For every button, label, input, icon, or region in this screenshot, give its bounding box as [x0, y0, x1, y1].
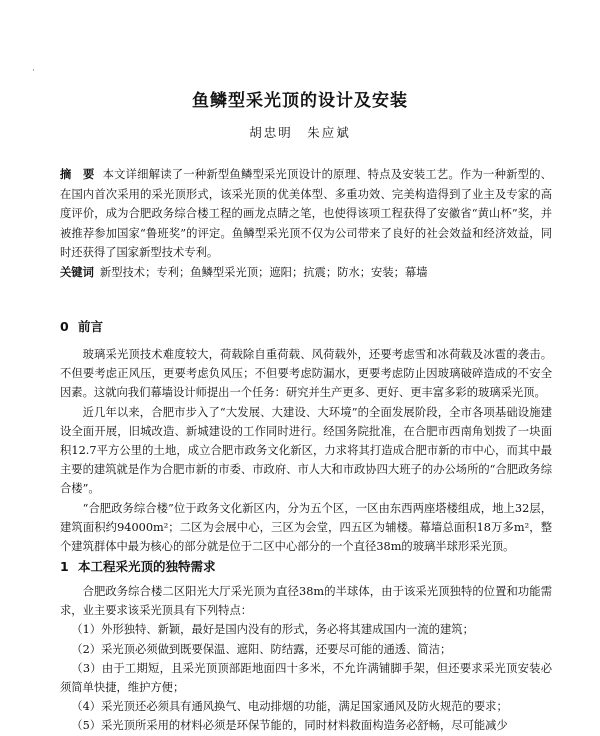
- section-heading-0: [60, 317, 103, 335]
- section-title: 前言: [78, 319, 104, 334]
- paper-title: 鱼鳞型采光顶的设计及安装: [192, 91, 408, 111]
- margin-mark: ·: [32, 66, 35, 76]
- paragraph: 合肥政务综合楼二区阳光大厅采光顶为直径38m的半球体，由于该采光顶独特的位置和功能需求，业主要求该采光顶具有下列特点：: [60, 585, 552, 618]
- list-item: （3）由于工期短，且采光顶顶部距地面四十多米，不允许满铺脚手架，但还要求采光顶安装必须简单快捷，维护方便；: [60, 661, 552, 695]
- paragraph: 玻璃采光顶技术难度较大，荷载除自重荷载、风荷载外，还要考虑雪和冰荷载及冰雹的袭击。不但要考虑正风压，更要考虑负风压；不但要考虑防漏水，更要考虑防止因玻璃破碎造成的不安全因素。这就向我们幕墙设计师提出一个任务：研究并生产更多、更好、更丰富多彩的玻璃采光顶。: [60, 348, 552, 400]
- section-1-body: [60, 582, 552, 736]
- paragraph: 近几年以来，合肥市步入了“大发展、大建设、大环境”的全面发展阶段，全市各项基础设施建设全面开展，旧城改造、新城建设的工作同时进行。经国务院批准，在合肥市西南角划拨了一块面积12.7平方公里的土地，成立合肥市政务文化新区，力求将其打造成合肥市新的市中心，而其中最主要的建筑就是作为合肥市新的市委、市政府、市人大和市政协四大班子的办公场所的“合肥政务综合楼”。: [60, 405, 552, 496]
- section-number: 1: [60, 559, 69, 574]
- paragraph: “合肥政务综合楼”位于政务文化新区内，分为五个区，一区由东西两座塔楼组成，地上32层，建筑面积约94000m²；二区为会展中心，三区为会堂，四五区为辅楼。幕墙总面积18万多m²，整个建筑群体中最为核心的部分就是位于二区中心部分的一个直径38m的玻璃半球形采光顶。: [60, 501, 552, 554]
- keywords-label: 关键词: [60, 266, 94, 279]
- section-number: 0: [60, 319, 69, 334]
- keywords: [60, 263, 552, 282]
- paper-authors: 胡忠明 朱应斌: [249, 125, 351, 140]
- list-item: （2）采光顶必须做到既要保温、遮阳、防结露，还要尽可能的通透、简洁；: [71, 642, 452, 656]
- abstract-text: 本文详细解读了一种新型鱼鳞型采光顶设计的原理、特点及安装工艺。作为一种新型的、在国内首次采用的采光顶形式，该采光顶的优美体型、多重功效、完美构造得到了业主及专家的高度评价，成为合肥政务综合楼工程的画龙点睛之笔，也使得该项工程获得了安徽省“黄山杯”奖，并被推荐参加国家“鲁班奖”的评定。鱼鳞型采光顶不仅为公司带来了良好的社会效益和经济效益，同时还获得了国家新型技术专利。: [60, 168, 552, 260]
- abstract: [60, 165, 552, 263]
- section-0-body: [60, 345, 552, 556]
- abstract-label: 摘 要: [60, 168, 95, 181]
- list-item: （5）采光顶所采用的材料必须是环保节能的，同时材料救面构造务必舒畅，尽可能减少: [71, 719, 508, 733]
- section-heading-1: [60, 557, 216, 575]
- list-item: （1）外形独特、新颖，最好是国内没有的形式，务必将其建成国内一流的建筑；: [71, 623, 474, 637]
- keywords-text: 新型技术；专利；鱼鳞型采光顶；遮阳；抗震；防水；安装；幕墙: [99, 266, 428, 279]
- section-title: 本工程采光顶的独特需求: [78, 559, 216, 574]
- list-item: （4）采光顶还必须具有通风换气、电动排烟的功能，满足国家通风及防火规范的要求；: [71, 700, 508, 714]
